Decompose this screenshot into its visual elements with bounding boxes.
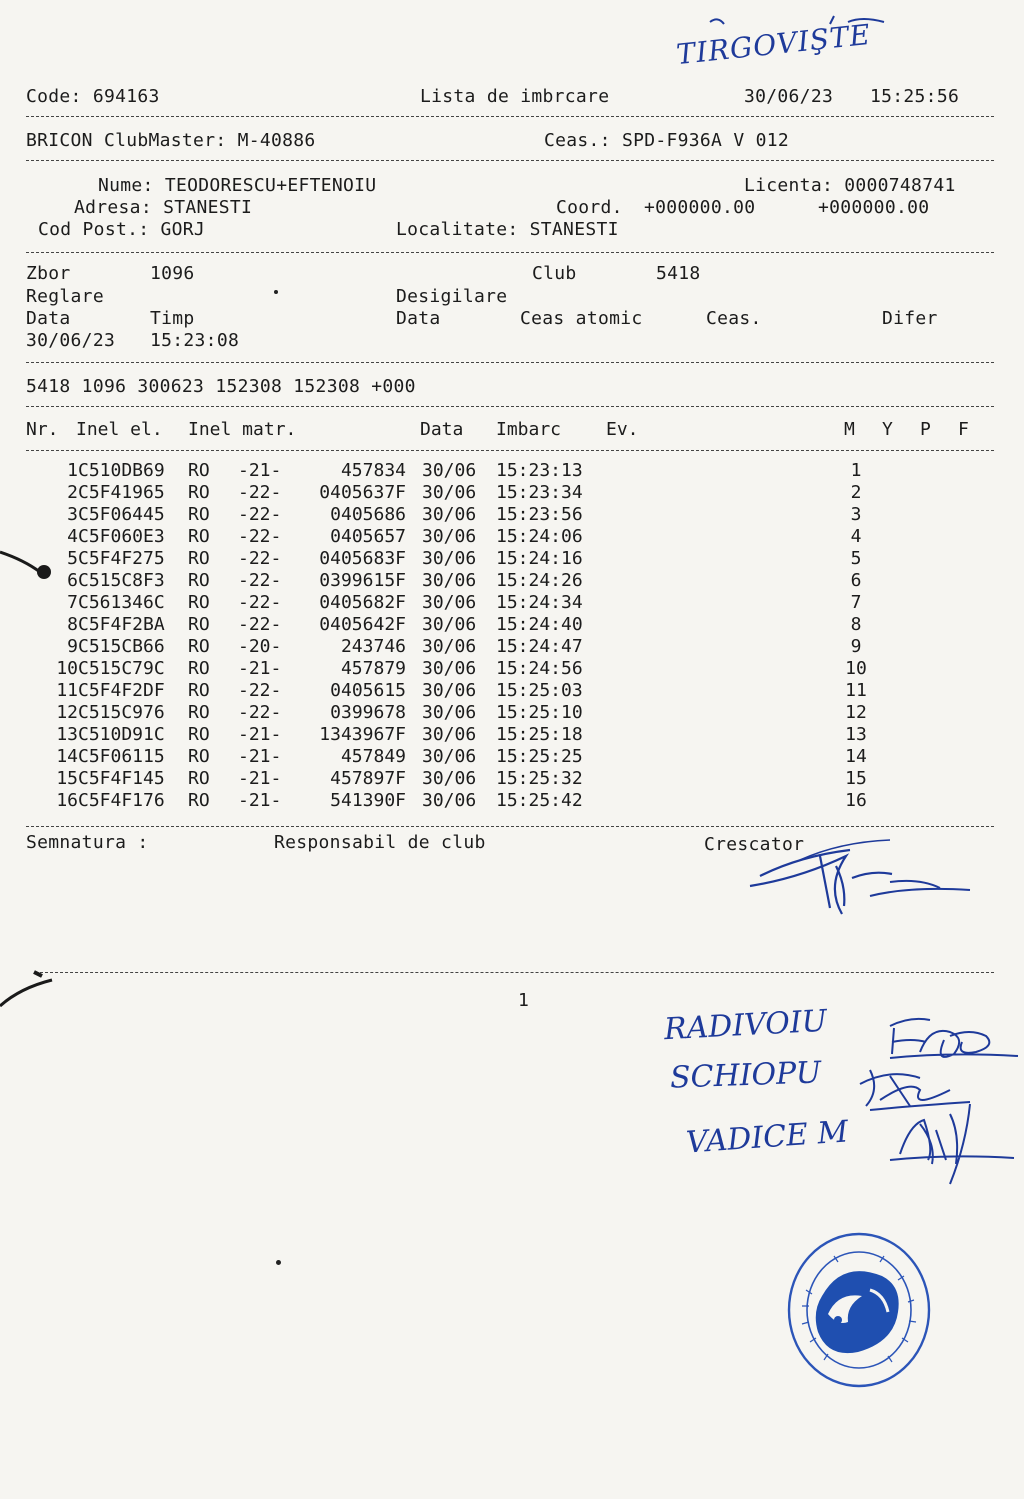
- row-inel-matr: 0399615F: [319, 570, 406, 591]
- row-country: RO: [188, 702, 210, 723]
- row-inel-el: C515C8F3: [78, 570, 165, 591]
- table-row: [26, 746, 986, 768]
- document-title: Lista de imbrcare: [420, 86, 610, 107]
- row-inel-el: C5F060E3: [78, 526, 165, 547]
- row-m: 15: [845, 768, 867, 789]
- row-m: 14: [845, 746, 867, 767]
- col-data: Data: [420, 419, 464, 440]
- row-m: 10: [845, 658, 867, 679]
- row-inel-el: C5F06115: [78, 746, 165, 767]
- col-inel-el: Inel el.: [76, 419, 163, 440]
- row-time: 15:25:42: [496, 790, 583, 811]
- ceas-label: Ceas.: [706, 308, 762, 329]
- row-time: 15:23:56: [496, 504, 583, 525]
- row-date: 30/06: [422, 570, 477, 591]
- row-inel-matr: 0405657: [330, 526, 406, 547]
- speck: [274, 290, 278, 294]
- row-inel-matr: 457897F: [330, 768, 406, 789]
- table-row: [26, 526, 986, 548]
- row-inel-matr: 0399678: [330, 702, 406, 723]
- pen-mark-icon: [0, 966, 80, 1016]
- row-inel-matr: 0405615: [330, 680, 406, 701]
- row-inel-matr: 457879: [340, 658, 406, 679]
- handwritten-city-note: TIRGOVIŞTE: [674, 17, 873, 72]
- summary-line: 5418 1096 300623 152308 152308 +000: [26, 376, 416, 397]
- row-country: RO: [188, 636, 210, 657]
- row-time: 15:23:13: [496, 460, 583, 481]
- speck: [276, 1260, 281, 1265]
- row-nr: 4: [67, 526, 78, 547]
- table-header: [26, 419, 986, 441]
- row-date: 30/06: [422, 592, 477, 613]
- row-date: 30/06: [422, 768, 477, 789]
- row-country: RO: [188, 680, 210, 701]
- row-nr: 14: [56, 746, 78, 767]
- row-m: 16: [845, 790, 867, 811]
- row-m: 3: [850, 504, 862, 525]
- row-date: 30/06: [422, 702, 477, 723]
- row-nr: 5: [67, 548, 78, 569]
- divider: [26, 450, 994, 451]
- row-inel-el: C5F4F2DF: [78, 680, 165, 701]
- desigilare-label: Desigilare: [396, 286, 508, 307]
- row-m: 11: [845, 680, 867, 701]
- table-row: [26, 570, 986, 592]
- reglare-label: Reglare: [26, 286, 104, 307]
- row-inel-el: C5F41965: [78, 482, 165, 503]
- row-inel-el: C515CB66: [78, 636, 165, 657]
- row-m: 7: [850, 592, 862, 613]
- owner-address: Adresa: STANESTI: [74, 197, 253, 218]
- ceas-atomic-label: Ceas atomic: [520, 308, 643, 329]
- row-inel-matr: 0405686: [330, 504, 406, 525]
- table-row: [26, 768, 986, 790]
- difer-label: Difer: [882, 308, 938, 329]
- row-country: RO: [188, 768, 210, 789]
- row-nr: 15: [56, 768, 78, 789]
- row-year: -22-: [238, 526, 282, 547]
- row-year: -22-: [238, 592, 282, 613]
- row-m: 5: [850, 548, 862, 569]
- zbor-value: 1096: [150, 263, 195, 284]
- row-inel-el: C5F06445: [78, 504, 165, 525]
- pen-mark-icon: [0, 540, 70, 590]
- row-inel-el: C5F4F275: [78, 548, 165, 569]
- row-time: 15:24:56: [496, 658, 583, 679]
- row-m: 1: [850, 460, 862, 481]
- row-inel-el: C515C79C: [78, 658, 165, 679]
- row-time: 15:23:34: [496, 482, 583, 503]
- row-country: RO: [188, 482, 210, 503]
- row-country: RO: [188, 746, 210, 767]
- row-country: RO: [188, 504, 210, 525]
- row-date: 30/06: [422, 680, 477, 701]
- row-date: 30/06: [422, 548, 477, 569]
- row-inel-matr: 1343967F: [319, 724, 406, 745]
- row-time: 15:25:25: [496, 746, 583, 767]
- row-date: 30/06: [422, 636, 477, 657]
- row-time: 15:24:26: [496, 570, 583, 591]
- reglare-date: 30/06/23: [26, 330, 116, 351]
- print-date: 30/06/23: [744, 86, 834, 107]
- divider: [26, 826, 994, 827]
- row-m: 8: [850, 614, 862, 635]
- row-nr: 7: [67, 592, 78, 613]
- row-year: -21-: [238, 790, 282, 811]
- table-row: [26, 790, 986, 812]
- row-inel-el: C5F4F176: [78, 790, 165, 811]
- row-inel-matr: 541390F: [330, 790, 406, 811]
- commission-member-name: RADIVOIU: [663, 1003, 828, 1048]
- code-label: Code: 694163: [26, 86, 160, 107]
- row-year: -22-: [238, 548, 282, 569]
- row-date: 30/06: [422, 746, 477, 767]
- coord-label: Coord.: [556, 197, 623, 218]
- row-nr: 10: [56, 658, 78, 679]
- row-nr: 12: [56, 702, 78, 723]
- row-time: 15:25:32: [496, 768, 583, 789]
- row-country: RO: [188, 724, 210, 745]
- row-m: 4: [850, 526, 862, 547]
- zbor-label: Zbor: [26, 263, 71, 284]
- postal-code: Cod Post.: GORJ: [38, 219, 206, 240]
- table-row: [26, 592, 986, 614]
- row-time: 15:24:16: [496, 548, 583, 569]
- commission-member-name: VADICE M: [684, 1114, 850, 1161]
- row-inel-el: C515C976: [78, 702, 165, 723]
- divider: [26, 116, 994, 117]
- table-row: [26, 680, 986, 702]
- row-m: 13: [845, 724, 867, 745]
- row-time: 15:24:06: [496, 526, 583, 547]
- row-m: 12: [845, 702, 867, 723]
- locality: Localitate: STANESTI: [396, 219, 619, 240]
- row-m: 9: [850, 636, 862, 657]
- row-time: 15:24:40: [496, 614, 583, 635]
- table-row: [26, 658, 986, 680]
- system-name: BRICON ClubMaster: M-40886: [26, 130, 316, 151]
- row-date: 30/06: [422, 658, 477, 679]
- row-nr: 8: [67, 614, 78, 635]
- row-nr: 6: [67, 570, 78, 591]
- page-number: 1: [518, 990, 530, 1011]
- row-inel-matr: 0405683F: [319, 548, 406, 569]
- divider: [26, 252, 994, 253]
- row-country: RO: [188, 526, 210, 547]
- row-nr: 1: [67, 460, 78, 481]
- divider: [26, 406, 994, 407]
- col-inel-matr: Inel matr.: [188, 419, 297, 440]
- reglare-time: 15:23:08: [150, 330, 240, 351]
- divider: [26, 160, 994, 161]
- row-date: 30/06: [422, 482, 477, 503]
- coord-x: +000000.00: [644, 197, 756, 218]
- row-time: 15:24:47: [496, 636, 583, 657]
- row-time: 15:25:03: [496, 680, 583, 701]
- row-date: 30/06: [422, 724, 477, 745]
- table-row: [26, 636, 986, 658]
- row-date: 30/06: [422, 460, 477, 481]
- row-year: -22-: [238, 570, 282, 591]
- row-nr: 16: [56, 790, 78, 811]
- semnatura-label: Semnatura :: [26, 832, 149, 853]
- signature-icon: [880, 1104, 1020, 1194]
- row-year: -22-: [238, 680, 282, 701]
- row-date: 30/06: [422, 526, 477, 547]
- handwritten-marks-icon: [700, 8, 900, 38]
- row-time: 15:25:10: [496, 702, 583, 723]
- table-row: [26, 614, 986, 636]
- row-nr: 13: [56, 724, 78, 745]
- row-country: RO: [188, 790, 210, 811]
- data2-label: Data: [396, 308, 441, 329]
- table-row: [26, 702, 986, 724]
- row-year: -21-: [238, 658, 282, 679]
- col-imbarc: Imbarc: [496, 419, 562, 440]
- row-inel-matr: 0405682F: [319, 592, 406, 613]
- row-date: 30/06: [422, 790, 477, 811]
- print-time: 15:25:56: [870, 86, 960, 107]
- row-country: RO: [188, 614, 210, 635]
- row-inel-el: C5F4F145: [78, 768, 165, 789]
- divider: [26, 362, 994, 363]
- row-inel-matr: 457849: [340, 746, 406, 767]
- data-label: Data: [26, 308, 71, 329]
- row-m: 6: [850, 570, 862, 591]
- row-nr: 2: [67, 482, 78, 503]
- table-row: [26, 724, 986, 746]
- col-ev: Ev.: [606, 419, 639, 440]
- row-country: RO: [188, 570, 210, 591]
- row-year: -22-: [238, 702, 282, 723]
- row-date: 30/06: [422, 504, 477, 525]
- row-country: RO: [188, 658, 210, 679]
- row-year: -21-: [238, 724, 282, 745]
- col-y: Y: [882, 419, 893, 440]
- col-m: M: [844, 419, 855, 440]
- responsabil-label: Responsabil de club: [274, 832, 486, 853]
- row-m: 2: [850, 482, 862, 503]
- row-year: -21-: [238, 460, 282, 481]
- row-country: RO: [188, 460, 210, 481]
- col-f: F: [958, 419, 969, 440]
- row-date: 30/06: [422, 614, 477, 635]
- row-inel-el: C561346C: [78, 592, 165, 613]
- row-nr: 3: [67, 504, 78, 525]
- row-country: RO: [188, 548, 210, 569]
- owner-name: Nume: TEODORESCU+EFTENOIU: [98, 175, 377, 196]
- coord-y: +000000.00: [818, 197, 930, 218]
- row-inel-matr: 457834: [340, 460, 406, 481]
- row-time: 15:24:34: [496, 592, 583, 613]
- crescator-label: Crescator: [704, 834, 805, 855]
- signature-icon: [880, 1006, 1020, 1066]
- row-year: -21-: [238, 768, 282, 789]
- row-inel-matr: 243746: [340, 636, 406, 657]
- col-p: P: [920, 419, 931, 440]
- table-row: [26, 460, 986, 482]
- table-row: [26, 482, 986, 504]
- breeder-signature-icon: [740, 836, 980, 916]
- col-nr: Nr.: [26, 419, 59, 440]
- table-row: [26, 504, 986, 526]
- row-year: -22-: [238, 504, 282, 525]
- row-year: -20-: [238, 636, 282, 657]
- divider: [40, 972, 994, 973]
- clock-model: Ceas.: SPD-F936A V 012: [544, 130, 790, 151]
- row-year: -21-: [238, 746, 282, 767]
- table-row: [26, 548, 986, 570]
- row-inel-el: C510D91C: [78, 724, 165, 745]
- row-inel-matr: 0405637F: [319, 482, 406, 503]
- row-inel-el: C510DB69: [78, 460, 165, 481]
- row-nr: 11: [56, 680, 78, 701]
- timp-label: Timp: [150, 308, 195, 329]
- row-inel-el: C5F4F2BA: [78, 614, 165, 635]
- row-inel-matr: 0405642F: [319, 614, 406, 635]
- club-seal-icon: [784, 1230, 934, 1390]
- club-value: 5418: [656, 263, 701, 284]
- owner-license: Licenta: 0000748741: [744, 175, 956, 196]
- row-nr: 9: [67, 636, 78, 657]
- row-country: RO: [188, 592, 210, 613]
- row-time: 15:25:18: [496, 724, 583, 745]
- club-label: Club: [532, 263, 577, 284]
- commission-member-name: SCHIOPU: [669, 1055, 822, 1096]
- row-year: -22-: [238, 482, 282, 503]
- row-year: -22-: [238, 614, 282, 635]
